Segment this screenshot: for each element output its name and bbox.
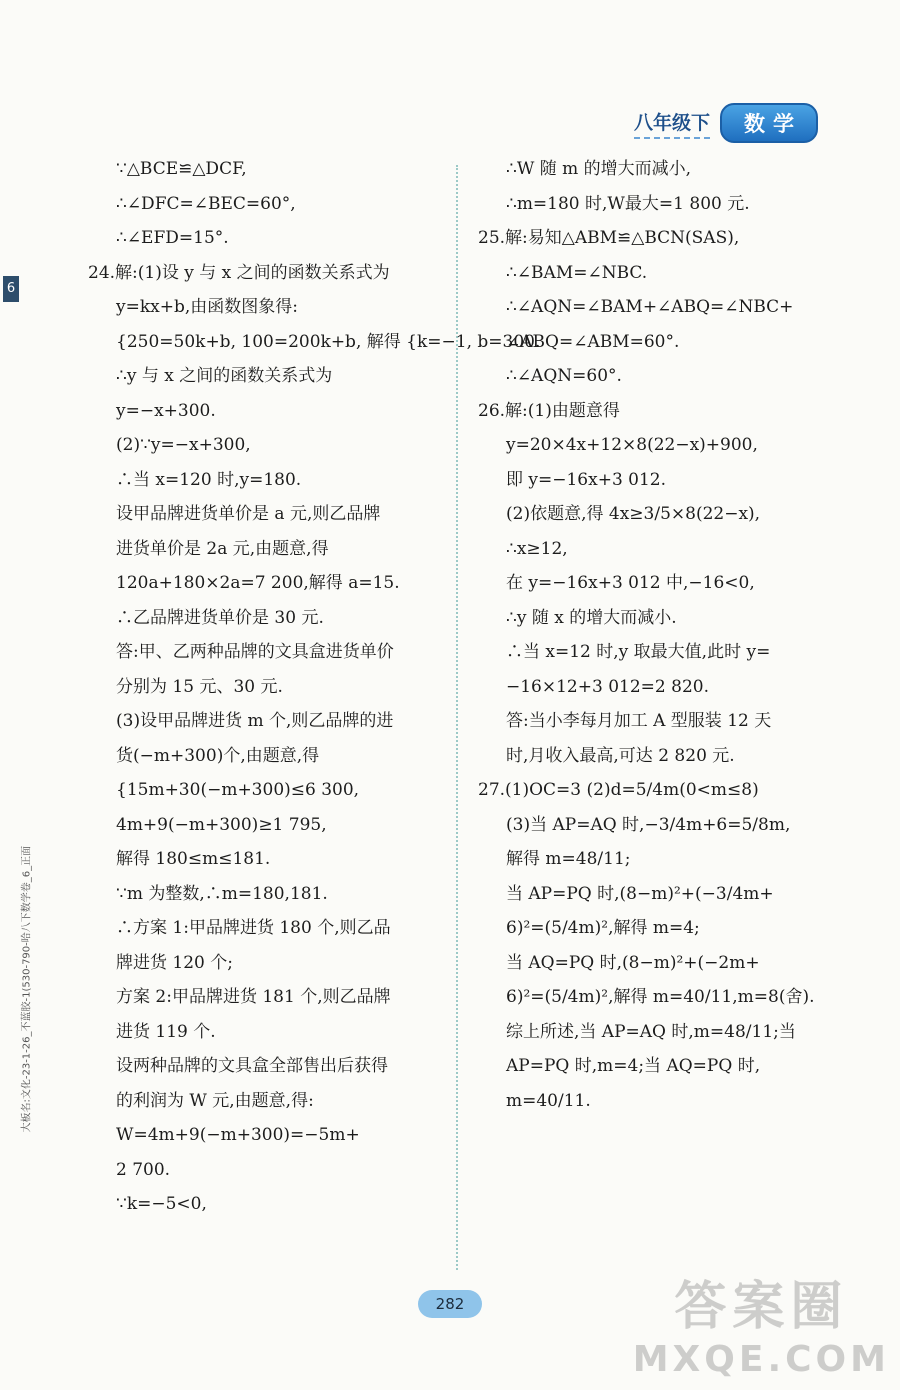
text-line: ∴W 随 m 的增大而减小, (506, 159, 692, 179)
text-line: 2 700. (116, 1159, 171, 1180)
page-number: 282 (418, 1290, 482, 1318)
text-line: 答:当小李每月加工 A 型服装 12 天 (506, 711, 772, 731)
text-line: ∴当 x=120 时,y=180. (116, 469, 302, 490)
text-line: m=40/11. (506, 1090, 591, 1111)
text-line: 27.(1)OC=3 (2)d=5/4m(0<m≤8) (478, 780, 759, 800)
text-line: y=−x+300. (116, 400, 216, 421)
text-line: {250=50k+b, 100=200k+b, 解得 {k=−1, b=300. (116, 331, 541, 352)
text-line: 时,月收入最高,可达 2 820 元. (506, 745, 735, 766)
watermark-text: 答案圈 (674, 1277, 849, 1337)
text-line: ∴∠EFD=15°. (116, 228, 229, 248)
text-line: ∵△BCE≌△DCF, (116, 159, 247, 179)
text-line: 方案 2:甲品牌进货 181 个,则乙品牌 (116, 987, 391, 1007)
text-line: 当 AP=PQ 时,(8−m)²+(−3/4m+ (506, 883, 774, 904)
text-line: 的利润为 W 元,由题意,得: (116, 1090, 314, 1111)
text-line: 进货单价是 2a 元,由题意,得 (116, 538, 329, 559)
text-line: ∠ABQ=∠ABM=60°. (506, 331, 680, 352)
text-line: ∴x≥12, (506, 538, 568, 559)
text-line: ∵m 为整数,∴m=180,181. (116, 883, 328, 904)
text-line: ∴∠DFC=∠BEC=60°, (116, 193, 296, 214)
text-line: −16×12+3 012=2 820. (506, 676, 709, 697)
text-line: 24.解:(1)设 y 与 x 之间的函数关系式为 (88, 262, 390, 283)
grade-label: 八年级下 (634, 108, 710, 139)
text-line: y=kx+b,由函数图象得: (116, 297, 298, 317)
text-line: 当 AQ=PQ 时,(8−m)²+(−2m+ (506, 952, 760, 973)
text-line: y=20×4x+12×8(22−x)+900, (506, 435, 758, 455)
text-line: ∴乙品牌进货单价是 30 元. (116, 607, 324, 628)
text-line: (2)∵y=−x+300, (116, 435, 251, 455)
text-line: 6)²=(5/4m)²,解得 m=40/11,m=8(舍). (506, 987, 815, 1007)
text-line: W=4m+9(−m+300)=−5m+ (116, 1125, 360, 1145)
text-line: 综上所述,当 AP=AQ 时,m=48/11;当 (506, 1021, 796, 1042)
text-line: 4m+9(−m+300)≥1 795, (116, 814, 327, 835)
text-line: ∵k=−5<0, (116, 1194, 207, 1214)
text-line: 进货 119 个. (116, 1021, 216, 1042)
text-line: ∴y 与 x 之间的函数关系式为 (116, 366, 333, 386)
text-line: ∴y 随 x 的增大而减小. (506, 607, 677, 628)
text-line: 在 y=−16x+3 012 中,−16<0, (506, 573, 755, 593)
text-line: 答:甲、乙两种品牌的文具盒进货单价 (116, 642, 394, 662)
text-line: ∴当 x=12 时,y 取最大值,此时 y= (506, 642, 771, 662)
text-line: ∴∠AQN=60°. (506, 366, 622, 386)
text-line: 26.解:(1)由题意得 (478, 400, 620, 421)
text-line: {15m+30(−m+300)≤6 300, (116, 780, 360, 800)
text-line: ∴∠AQN=∠BAM+∠ABQ=∠NBC+ (506, 297, 794, 317)
text-line: 解得 180≤m≤181. (116, 849, 271, 869)
page-header (634, 103, 818, 143)
text-line: 解得 m=48/11; (506, 849, 631, 869)
text-line: 分别为 15 元、30 元. (116, 676, 283, 697)
text-line: 牌进货 120 个; (116, 952, 233, 973)
text-line: (2)依题意,得 4x≥3/5×8(22−x), (506, 504, 761, 524)
text-line: (3)设甲品牌进货 m 个,则乙品牌的进 (116, 711, 394, 731)
side-tab: 6 (3, 276, 19, 302)
text-line: 即 y=−16x+3 012. (506, 469, 667, 490)
text-line: 设两种品牌的文具盒全部售出后获得 (116, 1056, 388, 1076)
left-column (88, 152, 541, 1222)
watermark-logo (633, 1264, 890, 1380)
text-line: 6)²=(5/4m)²,解得 m=4; (506, 918, 700, 938)
text-line: 设甲品牌进货单价是 a 元,则乙品牌 (116, 504, 381, 524)
text-line: 25.解:易知△ABM≌△BCN(SAS), (478, 228, 740, 248)
text-line: (3)当 AP=AQ 时,−3/4m+6=5/8m, (506, 814, 791, 835)
text-line: ∴方案 1:甲品牌进货 180 个,则乙品 (116, 918, 391, 938)
text-line: ∴∠BAM=∠NBC. (506, 262, 648, 283)
text-line: ∴m=180 时,W最大=1 800 元. (506, 193, 750, 214)
side-print-note: 大板名:文化-23-1-26_不蓝胶-1(530-790-哈八下数学卷_6_正面 (21, 845, 33, 1133)
text-line: AP=PQ 时,m=4;当 AQ=PQ 时, (506, 1056, 761, 1076)
watermark-site: MXQE.COM (632, 1339, 890, 1380)
text-line: 货(−m+300)个,由题意,得 (116, 745, 320, 766)
text-line: 120a+180×2a=7 200,解得 a=15. (116, 573, 400, 593)
right-column (478, 152, 823, 1118)
subject-badge: 数学 (720, 103, 818, 143)
